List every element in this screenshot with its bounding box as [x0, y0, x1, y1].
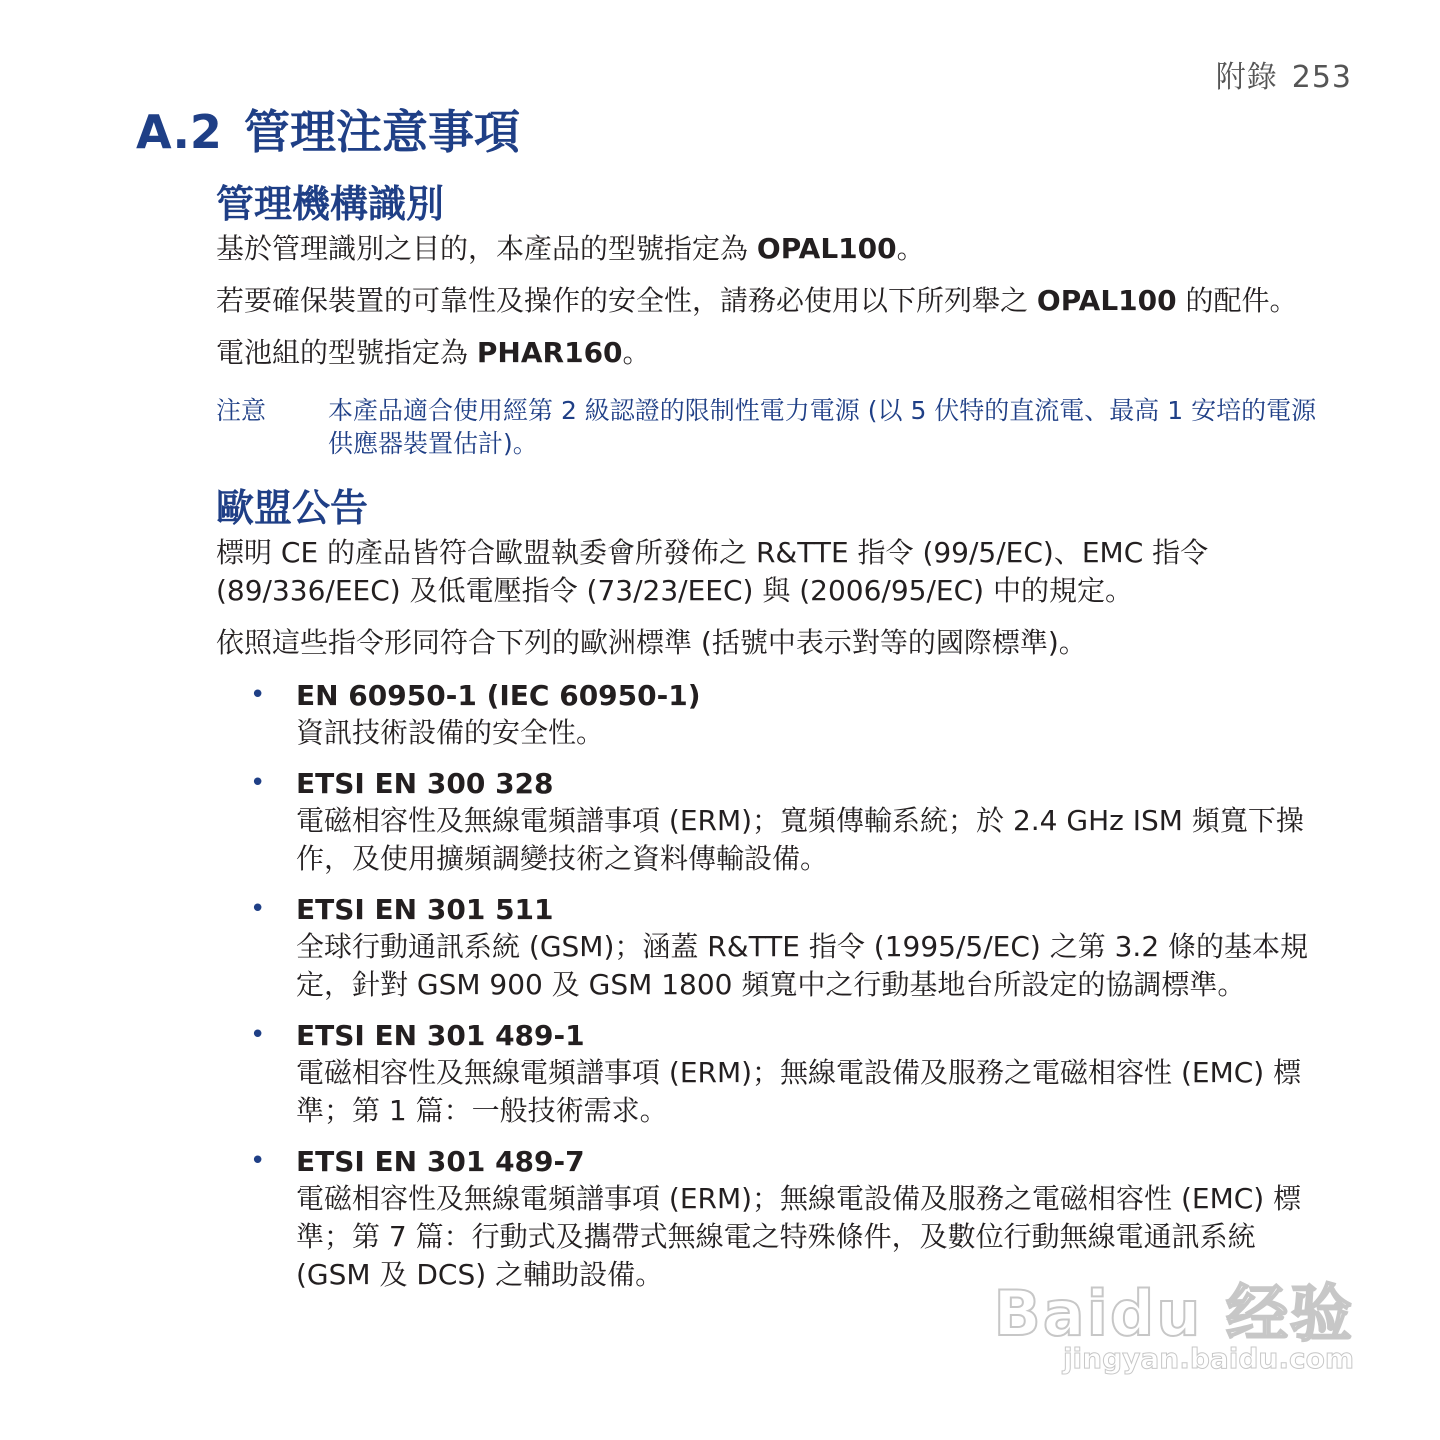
standard-description: 電磁相容性及無線電頻譜事項 (ERM)；無線電設備及服務之電磁相容性 (EMC) 標準；第 7 篇：行動式及攜帶式無線電之特殊條件，及數位行動無線電通訊系統 (GSM 及 DCS) 之輔助設備。 — [296, 1182, 1302, 1291]
eu-notice-paragraph-2: 依照這些指令形同符合下列的歐洲標準 (括號中表示對等的國際標準)。 — [216, 626, 1087, 659]
note-text: 本產品適合使用經第 2 級認證的限制性電力電源 (以 5 伏特的直流電、最高 1 安培的電源供應器裝置估計)。 — [328, 396, 1317, 458]
list-item — [216, 766, 1326, 878]
standard-code: EN 60950-1 (IEC 60950-1) — [296, 679, 701, 712]
watermark-url: jingyan.baidu.com — [1062, 1342, 1354, 1375]
page-header — [1216, 52, 1352, 96]
standard-description: 全球行動通訊系統 (GSM)；涵蓋 R&TTE 指令 (1995/5/EC) 之第 3.2 條的基本規定，針對 GSM 900 及 GSM 1800 頻寬中之行動基地台所設定的協調標準。 — [296, 930, 1309, 1001]
standard-description: 資訊技術設備的安全性。 — [296, 716, 605, 749]
p2-end: 的配件。 — [1176, 284, 1298, 317]
baidu-watermark — [993, 1264, 1354, 1394]
eu-notice-heading: 歐盟公告 — [216, 486, 369, 530]
p2-text: 若要確保裝置的可靠性及操作的安全性，請務必使用以下所列舉之 — [216, 284, 1037, 317]
watermark-brand: Baidu 经验 — [993, 1277, 1354, 1350]
regulatory-id-paragraph-2 — [216, 282, 1326, 320]
standard-code: ETSI EN 301 511 — [296, 893, 554, 926]
note-label: 注意 — [216, 396, 267, 425]
list-item — [216, 892, 1326, 1004]
model-number: OPAL100 — [756, 232, 897, 265]
note-box — [216, 394, 1326, 460]
section-title — [136, 96, 520, 162]
section-title-text: 管理注意事項 — [243, 105, 520, 159]
regulatory-id-paragraph-3 — [216, 334, 1326, 372]
bullet-icon: • — [250, 768, 266, 798]
regulatory-id-paragraph-1 — [216, 230, 1326, 268]
eu-notice-paragraph-1: 標明 CE 的產品皆符合歐盟執委會所發佈之 R&TTE 指令 (99/5/EC)、EMC 指令 (89/336/EEC) 及低電壓指令 (73/23/EEC) 與 (2006/95/EC) 中的規定。 — [216, 536, 1209, 607]
page-number: 253 — [1291, 60, 1352, 95]
p3-text: 電池組的型號指定為 — [216, 336, 477, 369]
section-number: A.2 — [136, 105, 222, 159]
standard-description: 電磁相容性及無線電頻譜事項 (ERM)；無線電設備及服務之電磁相容性 (EMC) 標準；第 1 篇：一般技術需求。 — [296, 1056, 1302, 1127]
bullet-icon: • — [250, 1146, 266, 1176]
bullet-icon: • — [250, 680, 266, 710]
bullet-icon: • — [250, 894, 266, 924]
p1-text: 基於管理識別之目的，本產品的型號指定為 — [216, 232, 757, 265]
regulatory-id-heading: 管理機構識別 — [216, 182, 445, 226]
standard-code: ETSI EN 301 489-7 — [296, 1145, 585, 1178]
list-item — [216, 1018, 1326, 1130]
standard-code: ETSI EN 300 328 — [296, 767, 554, 800]
battery-model-number: PHAR160 — [476, 336, 623, 369]
header-label: 附錄 — [1215, 60, 1278, 95]
p1-end: 。 — [896, 232, 925, 265]
list-item — [216, 678, 1326, 752]
p3-end: 。 — [622, 336, 651, 369]
model-number: OPAL100 — [1036, 284, 1177, 317]
standards-list — [216, 678, 1326, 1294]
bullet-icon: • — [250, 1020, 266, 1050]
page-content — [216, 178, 1326, 1308]
standard-description: 電磁相容性及無線電頻譜事項 (ERM)；寬頻傳輸系統；於 2.4 GHz ISM 頻寬下操作，及使用擴頻調變技術之資料傳輸設備。 — [296, 804, 1304, 875]
standard-code: ETSI EN 301 489-1 — [296, 1019, 585, 1052]
